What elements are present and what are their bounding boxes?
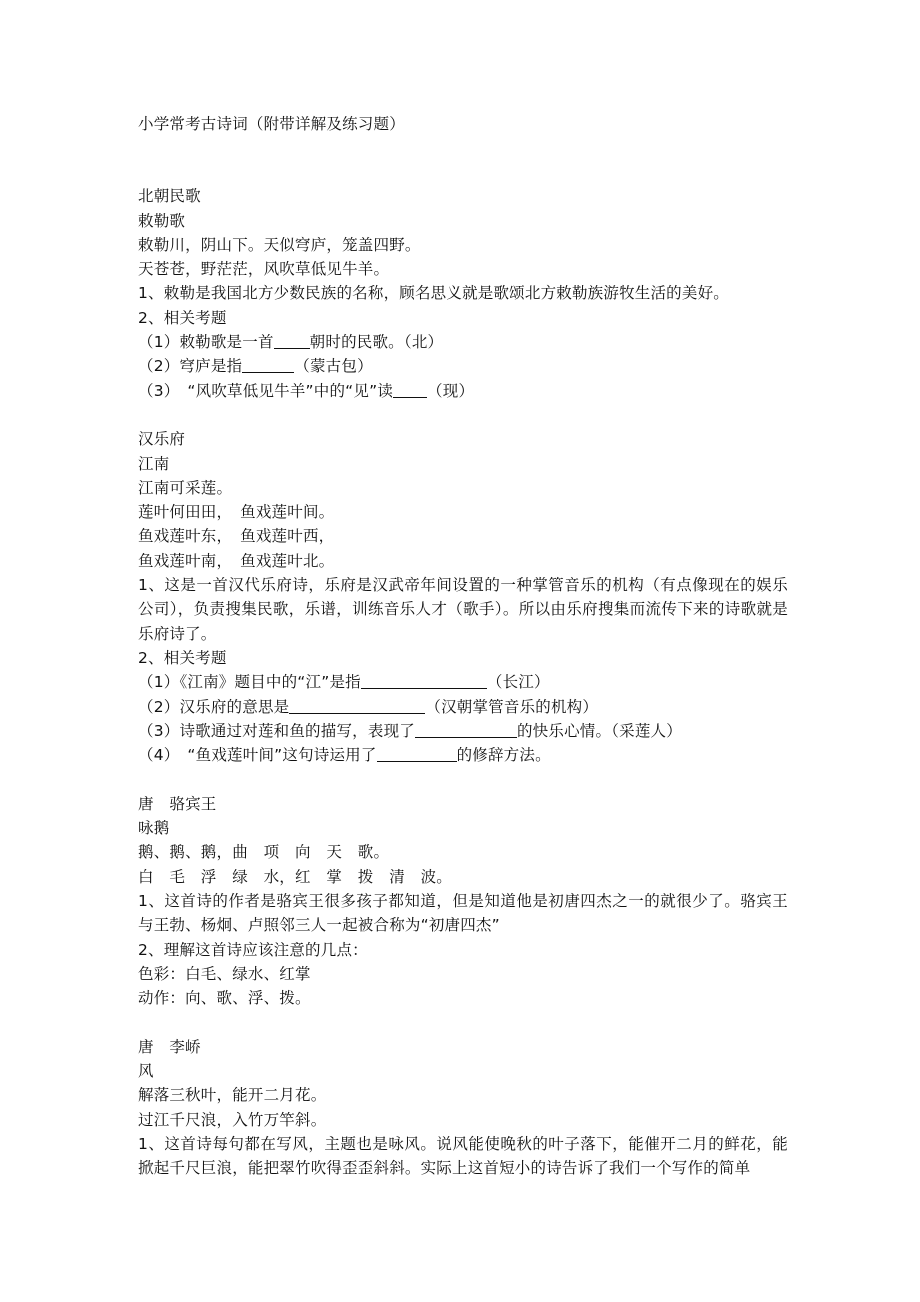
section-heading: 北朝民歌 (138, 187, 201, 206)
section-heading: 汉乐府 (138, 430, 186, 449)
note-paragraph: 1、这首诗的作者是骆宾王很多孩子都知道，但是知道他是初唐四杰之一的就很少了。骆宾王与王勃、杨炯、卢照邻三人一起被合称为“初唐四杰” (138, 891, 788, 935)
document-body (138, 112, 788, 1180)
question-line: （3）诗歌通过对莲和鱼的描写，表现了 的快乐心情。（采莲人） (138, 721, 682, 740)
question-line: （2）汉乐府的意思是 （汉朝掌管音乐的机构） (138, 697, 599, 716)
answer-blank (393, 380, 427, 398)
section-heading: 唐 骆宾王 (138, 794, 217, 813)
section-yonge (138, 792, 788, 1011)
poem-title: 江南 (138, 454, 170, 473)
poem-line: 莲叶何田田， 鱼戏莲叶间。 (138, 503, 335, 522)
note-paragraph: 1、这首诗每句都在写风，主题也是咏风。说风能使晚秋的叶子落下，能催开二月的鲜花，能掀起千尺巨浪，能把翠竹吹得歪歪斜斜。实际上这首短小的诗告诉了我们一个写作的简单 (138, 1134, 788, 1178)
answer-blank (415, 720, 517, 738)
poem-line: 敕勒川，阴山下。天似穹庐，笼盖四野。 (138, 235, 421, 254)
section-feng (138, 1035, 788, 1181)
note-heading: 2、相关考题 (138, 308, 227, 327)
note-paragraph: 1、这是一首汉代乐府诗，乐府是汉武帝年间设置的一种掌管音乐的机构（有点像现在的娱乐公司），负责搜集民歌，乐谱，训练音乐人才（歌手）。所以由乐府搜集而流传下来的诗歌就是乐府诗了。 (138, 576, 788, 643)
point-line: 动作：向、歌、浮、拨。 (138, 989, 311, 1008)
answer-blank (289, 696, 425, 714)
document-title: 小学常考古诗词（附带详解及练习题） (138, 115, 405, 133)
poem-title: 敕勒歌 (138, 211, 186, 230)
poem-line: 江南可采莲。 (138, 478, 233, 497)
question-line: （3） “风吹草低见牛羊”中的“见”读 （现） (138, 381, 475, 400)
poem-line: 解落三秋叶，能开二月花。 (138, 1086, 327, 1105)
answer-blank (274, 331, 310, 349)
poem-line: 鱼戏莲叶南， 鱼戏莲叶北。 (138, 551, 335, 570)
section-heading: 唐 李峤 (138, 1037, 201, 1056)
poem-title: 风 (138, 1061, 154, 1080)
poem-line: 白 毛 浮 绿 水，红 掌 拨 清 波。 (138, 867, 453, 886)
poem-line: 鱼戏莲叶东， 鱼戏莲叶西， (138, 527, 335, 546)
question-line: （1）《江南》题目中的“江”是指 （长江） (138, 673, 550, 692)
note-heading: 2、理解这首诗应该注意的几点： (138, 940, 368, 959)
question-line: （1）敕勒歌是一首 朝时的民歌。（北） (138, 333, 444, 352)
point-line: 色彩：白毛、绿水、红掌 (138, 964, 311, 983)
note-heading: 2、相关考题 (138, 648, 227, 667)
poem-line: 过江千尺浪，入竹万竿斜。 (138, 1110, 327, 1129)
answer-blank (242, 355, 294, 373)
answer-blank (377, 744, 457, 762)
question-line: （4） “鱼戏莲叶间”这句诗运用了 的修辞方法。 (138, 746, 551, 765)
question-line: （2）穹庐是指 （蒙古包） (138, 357, 373, 376)
poem-title: 咏鹅 (138, 819, 170, 838)
poem-line: 天苍苍，野茫茫，风吹草低见牛羊。 (138, 260, 390, 279)
note-paragraph: 1、敕勒是我国北方少数民族的名称，顾名思义就是歌颂北方敕勒族游牧生活的美好。 (138, 284, 729, 303)
section-chilege (138, 184, 788, 403)
answer-blank (361, 671, 487, 689)
section-jiangnan (138, 427, 788, 767)
poem-line: 鹅、鹅、鹅，曲 项 向 天 歌。 (138, 843, 390, 862)
